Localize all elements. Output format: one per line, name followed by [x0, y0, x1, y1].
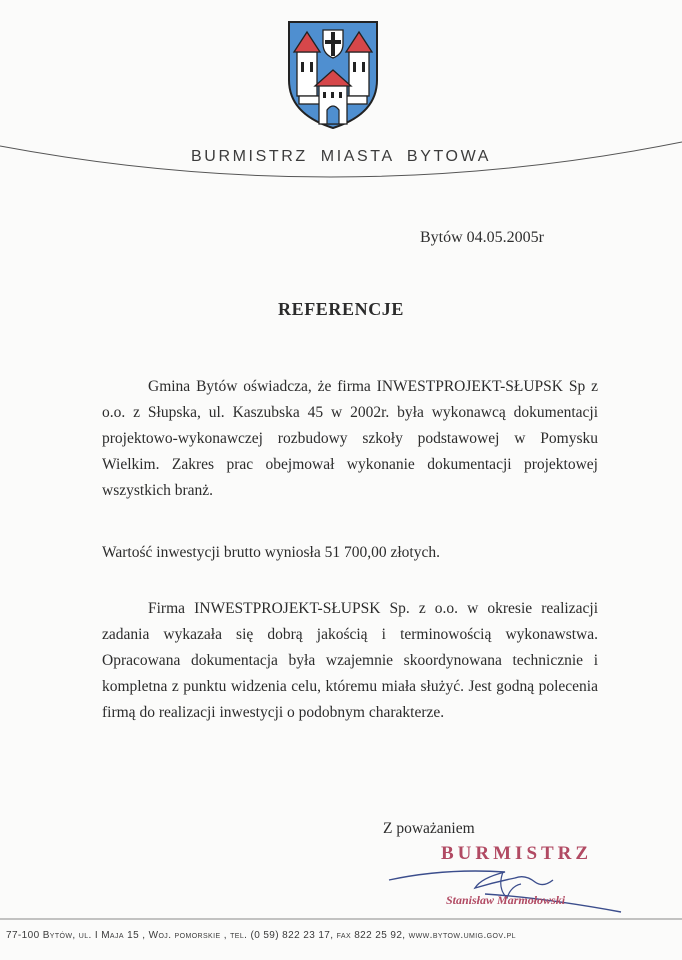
stamp-title: BURMISTRZ	[441, 843, 593, 864]
footer-divider	[0, 918, 682, 920]
signatory-name: Stanisław Marmołowski	[446, 893, 566, 907]
footer-contact: 77-100 Bytów, ul. I Maja 15 , Woj. pomorskie , tel. (0 59) 822 23 17, fax 822 25 92, www.bytow.umig.gov.pl	[6, 930, 516, 941]
paragraph-text: Firma INWESTPROJEKT-SŁUPSK Sp. z o.o. w okresie realizacji zadania wykazała się dobrą jakością i terminowością wykonawstwa. Opracowana dokumentacja była wzajemnie skoordynowana technicznie i kompletna z punktu widzenia celu, któremu miała służyć. Jest godną polecenia firmą do realizacji inwestycji o podobnym charakterze.	[102, 600, 598, 721]
body-paragraph-3	[102, 596, 598, 726]
paragraph-text: Gmina Bytów oświadcza, że firma INWESTPROJEKT-SŁUPSK Sp z o.o. z Słupska, ul. Kaszubska 45 w 2002r. była wykonawcą dokumentacji projektowo-wykonawczej rozbudowy szkoły podstawowej w Pomysku Wielkim. Zakres prac obejmował wykonanie dokumentacji projektowej wszystkich branż.	[102, 378, 598, 499]
body-paragraph-2	[102, 540, 598, 566]
paragraph-text: Wartość inwestycji brutto wyniosła 51 700,00 złotych.	[102, 544, 440, 561]
letterhead-title: BURMISTRZ MIASTA BYTOWA	[191, 148, 491, 165]
body-paragraph-1	[102, 374, 598, 504]
handwritten-signature	[385, 858, 625, 920]
closing-phrase: Z poważaniem	[383, 820, 475, 837]
city-crest-icon	[285, 18, 381, 130]
document-title: REFERENCJE	[277, 299, 404, 319]
letter-date: Bytów 04.05.2005r	[420, 229, 544, 246]
